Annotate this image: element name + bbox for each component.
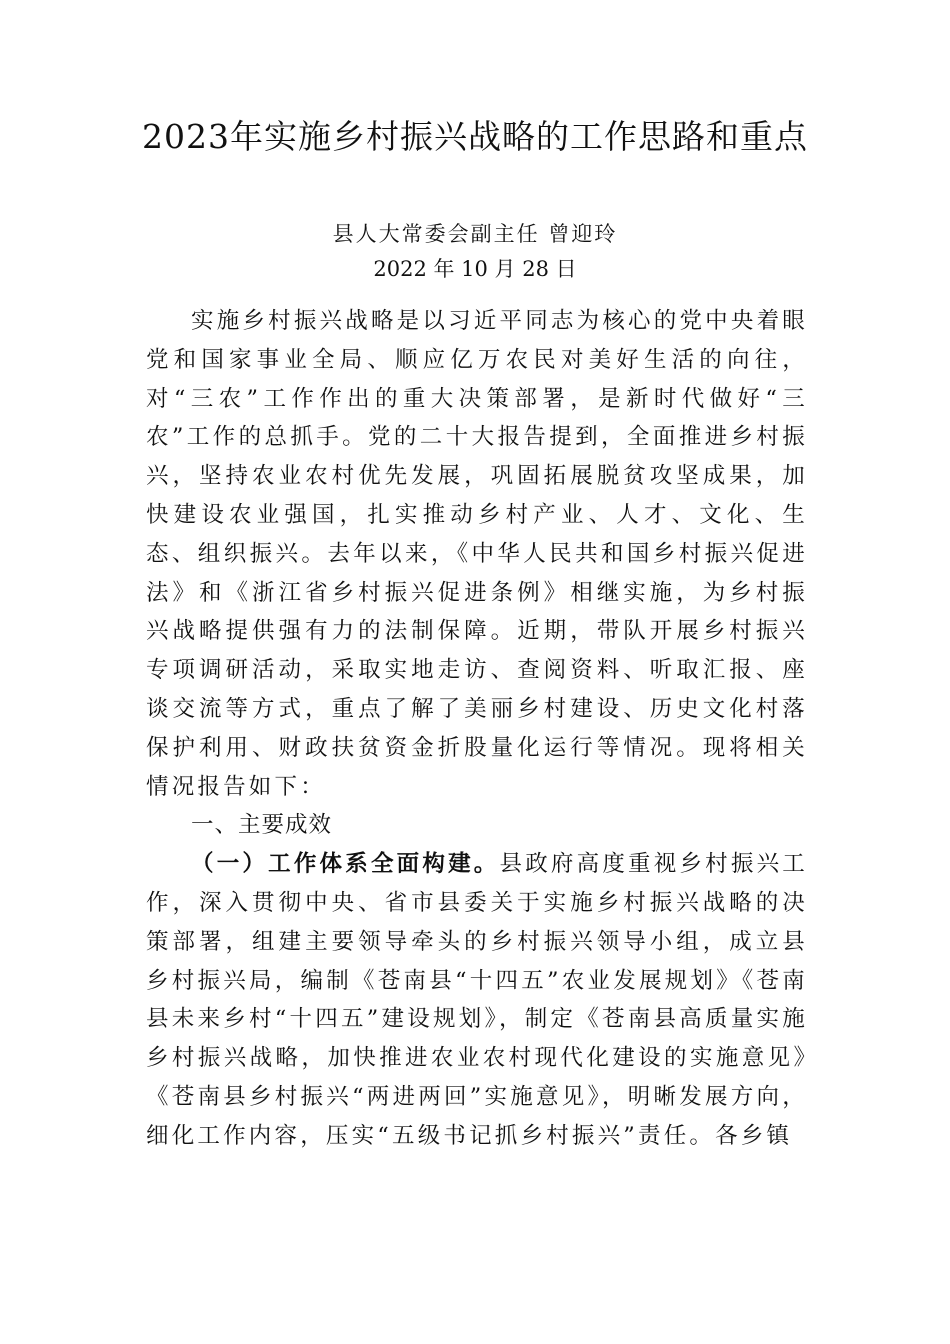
subsection-text: 县政府高度重视乡村振兴工作，深入贯彻中央、省市县委关于实施乡村振兴战略的决策部署，组建主要领导牵头的乡村振兴领导小组，成立县乡村振兴局，编制《苍南县“十四五”农业发展规划》《苍南县未来乡村“十四五”建设规划》，制定《苍南县高质量实施乡村振兴战略，加快推进农业农村现代化建设的实施意见》《苍南县乡村振兴“两进两回”实施意见》，明晰发展方向，细化工作内容，压实“五级书记抓乡村振兴”责任。各乡镇: [146, 851, 808, 1149]
document-body: [146, 302, 808, 1156]
section-heading: 一、主要成效: [191, 812, 333, 839]
intro-paragraph: 实施乡村振兴战略是以习近平同志为核心的党中央着眼党和国家事业全局、顺应亿万农民对美好生活的向往，对“三农”工作作出的重大决策部署，是新时代做好“三农”工作的总抓手。党的二十大报告提到，全面推进乡村振兴，坚持农业农村优先发展，巩固拓展脱贫攻坚成果，加快建设农业强国，扎实推动乡村产业、人才、文化、生态、组织振兴。去年以来，《中华人民共和国乡村振兴促进法》和《浙江省乡村振兴促进条例》相继实施，为乡村振兴战略提供强有力的法制保障。近期，带队开展乡村振兴专项调研活动，采取实地走访、查阅资料、听取汇报、座谈交流等方式，重点了解了美丽乡村建设、历史文化村落保护利用、财政扶贫资金折股量化运行等情况。现将相关情况报告如下：: [146, 308, 808, 800]
subsection-paragraph: [146, 845, 808, 1155]
document-date: 2022 年 10 月 28 日: [373, 257, 577, 281]
subsection-lead: （一）工作体系全面构建。: [191, 851, 500, 878]
document-title: 2023年实施乡村振兴战略的工作思路和重点: [142, 117, 808, 156]
author-line: 县人大常委会副主任 曾迎玲: [332, 222, 618, 246]
